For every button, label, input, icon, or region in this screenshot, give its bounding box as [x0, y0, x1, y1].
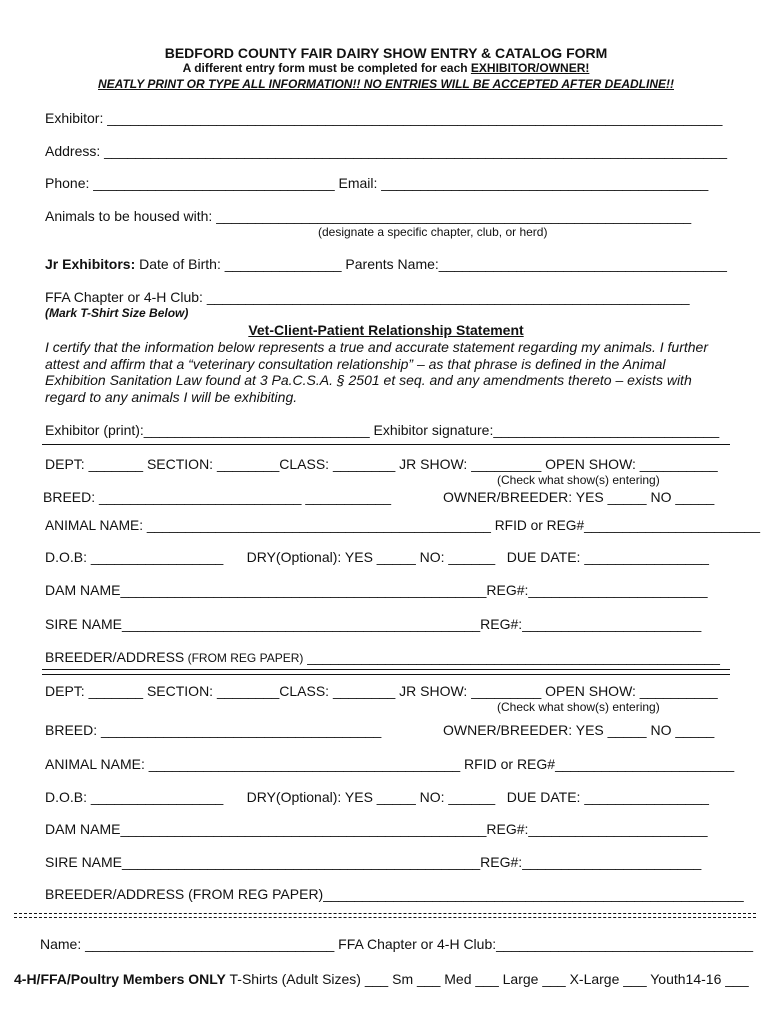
tshirt-sizes: T-Shirts (Adult Sizes) ___ Sm ___ Med ___ Large ___ X-Large ___ Youth14-16 ___	[225, 971, 749, 987]
cut-line-2	[14, 917, 756, 918]
address-field[interactable]: Address: ________________________________________________________________________________	[45, 143, 728, 159]
vcpr-heading: Vet-Client-Patient Relationship Statement	[248, 322, 524, 338]
entry2-breed-field[interactable]: BREED: ____________________________________	[45, 722, 382, 738]
exhibitor-field[interactable]: Exhibitor: _______________________________________________________________________________	[45, 110, 723, 126]
phone-email-field[interactable]: Phone: _______________________________ Email: __________________________________________	[45, 175, 709, 191]
entry2-dept-line[interactable]: DEPT: _______ SECTION: ________CLASS: ________ JR SHOW: _________ OPEN SHOW: __________	[45, 683, 718, 699]
club-field[interactable]: FFA Chapter or 4-H Club: ______________________________________________________________	[45, 289, 690, 305]
jr-exhibitors-field[interactable]	[45, 257, 727, 271]
footer-name-club-field[interactable]: Name: ________________________________ FFA Chapter or 4-H Club:_________________________________	[40, 936, 754, 952]
section-divider	[42, 444, 730, 445]
vcpr-line-1: I certify that the information below represents a true and accurate statement regarding my animals. I further	[45, 339, 708, 355]
jr-exhibitors-label: Jr Exhibitors:	[45, 256, 136, 272]
entry2-dam-field[interactable]: DAM NAME_______________________________________________REG#:_______________________	[45, 821, 708, 837]
vcpr-line-4: regard to any animals I will be exhibiting.	[45, 389, 298, 405]
entry1-breeder-field[interactable]	[45, 650, 720, 664]
entry1-check-note: (Check what show(s) entering)	[497, 473, 660, 487]
entry1-animal-name-field[interactable]: ANIMAL NAME: _____________________________________________ RFID or REG#_______________________	[45, 517, 760, 533]
entry2-owner-breeder-field[interactable]: OWNER/BREEDER: YES _____ NO _____	[443, 722, 715, 738]
housed-with-note: (designate a specific chapter, club, or herd)	[318, 225, 548, 239]
entry-divider-bottom	[42, 674, 730, 675]
vcpr-line-2: attest and affirm that a “veterinary consultation relationship” – as that phrase is defined in the Animal	[45, 356, 666, 372]
deadline-warning: NEATLY PRINT OR TYPE ALL INFORMATION!! NO ENTRIES WILL BE ACCEPTED AFTER DEADLINE!!	[98, 77, 674, 91]
entry1-breeder-small: (FROM REG PAPER)	[184, 651, 304, 665]
entry2-breeder-field[interactable]: BREEDER/ADDRESS (FROM REG PAPER)______________________________________________________	[45, 886, 744, 902]
cut-line	[14, 913, 756, 914]
entry1-breeder-line: _____________________________________________________	[303, 649, 720, 665]
tshirt-note: (Mark T-Shirt Size Below)	[45, 306, 189, 320]
entry1-breeder-label: BREEDER/ADDRESS	[45, 649, 185, 665]
entry2-sire-field[interactable]: SIRE NAME______________________________________________REG#:_______________________	[45, 854, 702, 870]
form-subtitle	[183, 62, 590, 74]
entry1-dept-line[interactable]: DEPT: _______ SECTION: ________CLASS: ________ JR SHOW: _________ OPEN SHOW: __________	[45, 456, 718, 472]
entry1-sire-field[interactable]: SIRE NAME______________________________________________REG#:_______________________	[45, 616, 702, 632]
exhibitor-signature-field[interactable]: Exhibitor (print):_____________________________ Exhibitor signature:_____________________________	[45, 422, 720, 438]
entry2-check-note: (Check what show(s) entering)	[497, 700, 660, 714]
vcpr-line-3: Exhibition Sanitation Law found at 3 Pa.C.S.A. § 2501 et seq. and any amendments thereto – exists with	[45, 372, 692, 388]
entry1-owner-breeder-field[interactable]: OWNER/BREEDER: YES _____ NO _____	[443, 489, 715, 505]
entry1-breed-field[interactable]: BREED: __________________________ ___________	[43, 489, 391, 505]
entry2-animal-name-field[interactable]: ANIMAL NAME: ________________________________________ RFID or REG#_______________________	[45, 756, 735, 772]
subtitle-emphasis: EXHIBITOR/OWNER!	[470, 61, 590, 75]
entry1-dob-line[interactable]: D.O.B: _________________ DRY(Optional): YES _____ NO: ______ DUE DATE: ________________	[45, 549, 709, 565]
tshirt-size-line[interactable]	[14, 972, 749, 986]
entry1-dam-field[interactable]: DAM NAME_______________________________________________REG#:_______________________	[45, 582, 708, 598]
entry2-dob-line[interactable]: D.O.B: _________________ DRY(Optional): YES _____ NO: ______ DUE DATE: ________________	[45, 789, 709, 805]
entry-divider-top	[42, 669, 730, 670]
form-title: BEDFORD COUNTY FAIR DAIRY SHOW ENTRY & CATALOG FORM	[164, 45, 608, 61]
tshirt-members-label: 4-H/FFA/Poultry Members ONLY	[14, 971, 226, 987]
housed-with-field[interactable]: Animals to be housed with: _____________________________________________________________	[45, 208, 692, 224]
subtitle-text: A different entry form must be completed for each	[182, 61, 471, 75]
jr-exhibitors-rest: Date of Birth: _______________ Parents Name:_____________________________________	[135, 256, 727, 272]
